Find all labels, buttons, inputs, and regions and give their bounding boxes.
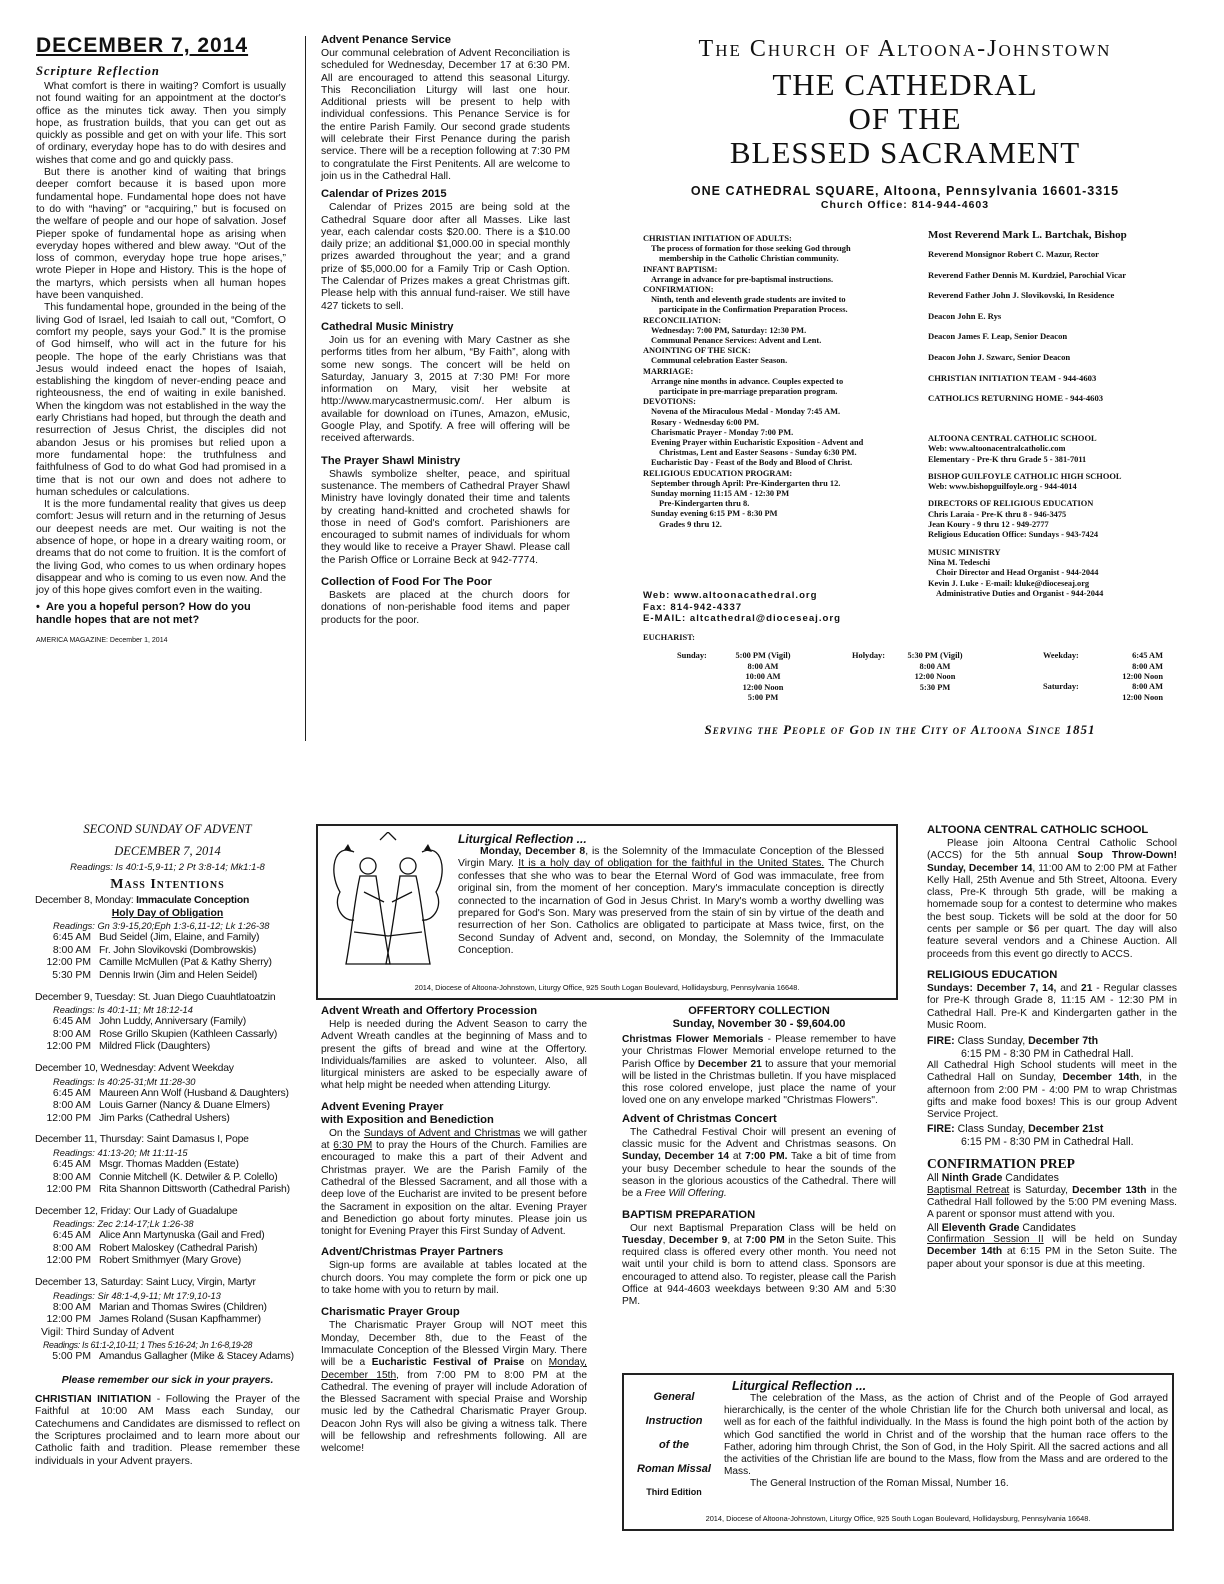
eucharist-label: EUCHARIST: — [643, 633, 695, 642]
intention-day — [35, 1277, 300, 1364]
intention-row — [35, 1184, 300, 1197]
service-line: Rosary - Wednesday 6:00 PM. — [651, 417, 760, 427]
sunday-readings: Readings: Is 40:1-5,9-11; 2 Pt 3:8-14; Mk1:1-8 — [70, 862, 265, 873]
girm-text: The celebration of the Mass, as the action of Christ and of the People of God arrayed hierarchically, is the center of the whole Christian life for the Church both universal and local, as well as for each of the faithful individually. In the Mass is found the high point both of the action by which God sanctified the world in Christ and of the worship that the human race offers to the Father, adoring him through Christ, the Son of God, in the Holy Spirit. All the sacred actions and all the activities of the Christian life are bound to the Mass, flow from the Mass and are ordered to the Mass. — [724, 1393, 1168, 1478]
religious-ed-text: Sundays: December 7, 14, and 21 - Regular classes for Pre-K through Grade 8, 11:15 AM - 12:30 PM in Cathedral Hall. Pre-K and Kindergarten gather in the Music Room. — [927, 982, 1177, 1031]
holy-day-label: Holy Day of Obligation — [111, 907, 224, 919]
intention-name: Fr. John Slovikovski (Dombrowskis) — [99, 944, 257, 956]
mass-time: 12:00 Noon — [1122, 672, 1163, 682]
saturday-label: Saturday: — [1043, 682, 1079, 692]
staff-line: Reverend Monsignor Robert C. Mazur, Rector — [928, 249, 1099, 259]
penance-text: Our communal celebration of Advent Reconciliation is scheduled for Wednesday, December 17 at 6:30 PM. All are encouraged to attend this seasonal Liturgy. This Reconciliation Liturgy will last one hour. Additional priests will be present to help with individual confessions. This Penance Service is for the entire Parish Family. Our second grade students will celebrate their First Penance during the parish service. There will be a reception following at 7:30 PM to congratulate the First Penitents. All are welcome to join us in the Cathedral Hall. — [321, 48, 570, 182]
service-line: Arrange nine months in advance. Couples expected to — [651, 376, 844, 386]
intention-name: Rita Shannon Dittsworth (Cathedral Parish) — [99, 1184, 290, 1196]
side-line: Third Edition — [646, 1487, 702, 1497]
accs-title: ALTOONA CENTRAL CATHOLIC SCHOOL — [927, 824, 1149, 836]
offertory-title: OFFERTORY COLLECTION — [688, 1005, 830, 1017]
mass-time: 12:00 PM — [46, 1041, 91, 1053]
sunday-label: Sunday: — [677, 651, 707, 661]
charismatic-title: Charismatic Prayer Group — [321, 1306, 460, 1319]
parish-tagline: Serving the People of God in the City of Altoona Since 1851 — [704, 722, 1096, 737]
intention-days — [35, 895, 300, 1364]
service-line: Novena of the Miraculous Medal - Monday 7:45 AM. — [651, 407, 841, 417]
intention-day — [35, 895, 300, 983]
intention-row — [35, 1172, 300, 1185]
service-line: RECONCILIATION: — [643, 315, 722, 325]
intention-name: Mildred Flick (Daughters) — [99, 1041, 211, 1053]
liturgical-text: Monday, December 8, is the Solemnity of the Immaculate Conception of the Blessed Virgin Mary. It is a holy day of obligation for the faithful in the United States. The Church confesses that she who was to bear the Eternal Word of God was immaculate, free from original sin, from the moment of her conception. Mary's immaculate conception is directly connected to the incarnation of God in Jesus Christ. In Mary's womb a worthy dwelling was prepared for God's Son. Mary was preserved from the stain of sin by virtue of the death and resurrection of her Son. Catholics are obligated to participate at Mass twice, first, on the Second Sunday of Advent and, second, on Monday, the Solemnity of the Immaculate Conception. — [458, 846, 884, 957]
day-heading: December 10, Wednesday: Advent Weekday — [35, 1062, 234, 1074]
mass-time: 5:30 PM — [919, 682, 951, 692]
wreath-title: Advent Wreath and Offertory Procession — [321, 1005, 538, 1017]
service-line: Christmas, Lent and Easter Seasons - Sunday 6:30 PM. — [659, 448, 857, 458]
staff-line: Most Reverend Mark L. Bartchak, Bishop — [928, 229, 1127, 241]
parish-title — [620, 68, 1190, 170]
fire-class-2: FIRE: Class Sunday, December 21st 6:15 PM - 8:30 PM in Cathedral Hall. — [927, 1123, 1134, 1148]
mass-time: 5:00 PM (Vigil) — [735, 651, 791, 661]
mass-time: 8:00 AM — [747, 661, 779, 671]
service-line: Communal Penance Services: Advent and Lent. — [651, 336, 822, 346]
shawl-title: The Prayer Shawl Ministry — [321, 454, 461, 467]
girm-title: Liturgical Reflection ... — [732, 1379, 867, 1393]
liturgical-reflection-box — [316, 824, 898, 1000]
contact-line: Choir Director and Head Organist - 944-2044 — [936, 568, 1099, 578]
mass-time: 8:00 AM — [1132, 661, 1163, 671]
partners-text: Sign-up forms are available at tables located at the church doors. You may complete the form or pick one up to take home with you to return by mail. — [321, 1260, 587, 1297]
day-heading: December 13, Saturday: Saint Lucy, Virgin, Martyr — [35, 1277, 256, 1289]
school-news-column — [927, 824, 1177, 1271]
side-line: of the — [659, 1439, 689, 1451]
mass-time: 6:45 AM — [52, 932, 91, 944]
baptism-title: BAPTISM PREPARATION — [622, 1208, 756, 1221]
intention-row — [35, 1255, 300, 1268]
mass-time: 6:45 AM — [52, 1230, 91, 1242]
mass-time: 5:00 PM — [52, 1351, 91, 1363]
calendar-text: Calendar of Prizes 2015 are being sold at the Cathedral Square door after all Masses. Like last year, each calendar costs $20.00. There is a $10.00 daily prize; an additional $1,000.00 in special monthly prizes awarded throughout the year; and a grand prize of $5,000.00 for a Family Trip or Cash Option. The Calendar of Prizes makes a great Christmas gift. Please help with this annual fund-raiser. We still have 427 tickets to sell. — [321, 202, 570, 312]
high-school-text: All Cathedral High School students will meet in the Cathedral Hall on Sunday, December 14th, in the afternoon from 2:00 PM - 4:00 PM to wrap Christmas gifts and make food boxes! This is our group Advent Service Project. — [927, 1059, 1177, 1121]
service-line: The process of formation for those seeking God through — [651, 244, 851, 254]
spacer — [928, 465, 1193, 472]
staff-line: Reverend Father Dennis M. Kurdziel, Parochial Vicar — [928, 269, 1127, 280]
sunday-title: SECOND SUNDAY OF ADVENT — [83, 822, 252, 836]
eucharist-schedule — [643, 633, 1163, 713]
announcements-column-bottom-left — [321, 1005, 587, 1456]
mass-time: 12:00 PM — [46, 1112, 91, 1124]
penance-title: Advent Penance Service — [321, 34, 451, 46]
intention-name: Amandus Gallagher (Mike & Stacey Adams) — [99, 1351, 294, 1363]
column-divider — [305, 36, 306, 741]
day-readings: Readings: Is 40:1-11; Mt 18:12-14 — [53, 1005, 193, 1016]
music-title: Cathedral Music Ministry — [321, 320, 454, 333]
day-heading: December 12, Friday: Our Lady of Guadalupe — [35, 1205, 238, 1217]
partners-title: Advent/Christmas Prayer Partners — [321, 1246, 504, 1259]
service-line: Evening Prayer within Eucharistic Exposition - Advent and — [651, 438, 864, 448]
service-line: Wednesday: 7:00 PM, Saturday: 12:30 PM. — [651, 325, 807, 335]
ninth-grade-line: All Ninth Grade Candidates — [927, 1172, 1059, 1185]
intention-row — [35, 1029, 300, 1042]
staff-line: Reverend Father John J. Slovikovski, In Residence — [928, 290, 1115, 301]
contact-line: Nina M. Tedeschi — [928, 557, 991, 567]
side-line: General — [653, 1391, 695, 1403]
intention-row — [35, 1351, 300, 1364]
girm-footer: 2014, Diocese of Altoona-Johnstown, Liturgy Office, 925 South Logan Boulevard, Hollidaysburg, Pennsylvania 16648. — [705, 1514, 1091, 1523]
scripture-source: AMERICA MAGAZINE: December 1, 2014 — [36, 637, 168, 645]
service-line: Arrange in advance for pre-baptismal instructions. — [651, 274, 834, 284]
shawl-text: Shawls symbolize shelter, peace, and spiritual sustenance. The members of Cathedral Prayer Shawl Ministry have lovingly donated their time and talents by creating hand-knitted and crocheted shawls for those in need of God's comfort. Parishioners are encouraged to submit names of individuals for whom they would like to receive a Prayer Shawl. Please call the Parish Office or Lorraine Beck at 942-7774. — [321, 468, 570, 566]
intention-row — [35, 945, 300, 958]
accs-text: Please join Altoona Central Catholic School (ACCS) for the 5th annual Soup Throw-Down! Sunday, December 14, 11:00 AM to 2:00 PM at Father Kelly Hall, 25th Avenue and 5th Street, Altoona. Every class, Pre-K through 5th grade, will be making a homemade soup for a contest to determine who makes the best soup. Tickets will be sold at the door for 50 cents per sample or $6 per quart. The day will also feature several vendors and a Chinese Auction. All proceeds from this event go directly to ACCS. — [927, 838, 1177, 960]
diocese-name: The Church of Altoona-Johnstown — [698, 36, 1112, 62]
mass-time: 8:00 AM — [1132, 682, 1163, 692]
day-readings: Readings: Sir 48:1-4,9-11; Mt 17:9,10-13 — [53, 1290, 221, 1301]
title-line: THE CATHEDRAL — [772, 67, 1038, 102]
intention-name: Jim Parks (Cathedral Ushers) — [99, 1112, 230, 1124]
parish-address: ONE CATHEDRAL SQUARE, Altoona, Pennsylvania 16601-3315 — [690, 184, 1120, 198]
scripture-heading: Scripture Reflection — [36, 64, 160, 78]
church-office-phone: Church Office: 814-944-4603 — [820, 199, 990, 211]
saturday-times — [1083, 682, 1163, 703]
service-line: Sunday evening 6:15 PM - 8:30 PM — [651, 509, 778, 519]
intention-row — [35, 1041, 300, 1054]
contact-line: Religious Education Office: Sundays - 943-7424 — [928, 530, 1099, 540]
intention-name: John Luddy, Anniversary (Family) — [99, 1016, 247, 1028]
evening-prayer-title: Advent Evening Prayer with Exposition and Benediction — [321, 1100, 494, 1126]
liturgical-title: Liturgical Reflection ... — [458, 832, 587, 846]
clergy-staff-list — [928, 229, 1193, 414]
contact-line: Kevin J. Luke - E-mail: kluke@dioceseaj.org — [928, 578, 1090, 588]
intention-name: Robert Maloskey (Cathedral Parish) — [99, 1242, 258, 1254]
evening-prayer-text: On the Sundays of Advent and Christmas we will gather at 6:30 PM to pray the Hours of the Church. Families are encouraged to make this a part of their Advent and Christmas prayer. We are the Parish Family of the Cathedral of the Blessed Sacrament, and all those with a deep love of the Eucharist are invited to be present before the Sacrament in exposition on the altar. Evening Prayer and Benediction go about forty minutes. Please join us tonight for Evening Prayer this First Sunday of Advent. — [321, 1127, 587, 1238]
charismatic-text: The Charismatic Prayer Group will NOT meet this Monday, December 8th, due to the Feast of the Immaculate Conception of the Blessed Virgin Mary. There will be a Eucharistic Festival of Praise on Monday, December 15th, from 7:00 PM to 8:00 PM at the Cathedral. The evening of prayer will include Adoration of the Blessed Sacrament with special Praise and Worship music led by the Cathedral Charismatic Prayer Group. Deacon John Rys will also be giving a witness talk. There will be fellowship and refreshments following. All are welcome! — [321, 1320, 587, 1455]
intention-name: Marian and Thomas Swires (Children) — [99, 1301, 267, 1313]
service-line: September through April: Pre-Kindergarten thru 12. — [651, 478, 841, 488]
reflection-question: • Are you a hopeful person? How do you handle hopes that are not met? — [36, 601, 251, 627]
mass-intentions-column — [35, 822, 300, 1468]
scripture-paragraph: What comfort is there in waiting? Comfort is usually not found waiting for an appointment at the doctor's office as the minutes tick away. Then you simply hope, as frustration builds, that you can get out as quickly as possible and get on with your life. This sort of ordinary, everyday hope has to do with desires and wishes that come and go and quickly pass. — [36, 81, 286, 166]
intention-name: Dennis Irwin (Jim and Helen Seidel) — [99, 969, 258, 981]
intention-row — [35, 1314, 300, 1327]
girm-side-label — [630, 1385, 718, 1503]
web-line: Web: www.altoonacathedral.org — [643, 590, 818, 601]
intention-day — [35, 1134, 300, 1196]
mass-time: 8:00 AM — [52, 1242, 91, 1254]
contact-line: DIRECTORS OF RELIGIOUS EDUCATION — [928, 499, 1094, 509]
mass-time: 12:00 PM — [46, 1314, 91, 1326]
announcements-column-top — [321, 34, 570, 627]
mass-time: 12:00 PM — [46, 1255, 91, 1267]
day-heading: December 8, Monday: Immaculate Conception — [35, 895, 250, 906]
intention-name: Maureen Ann Wolf (Husband & Daughters) — [99, 1087, 289, 1099]
service-line: INFANT BAPTISM: — [643, 264, 718, 274]
service-line: Pre-Kindergarten thru 8. — [659, 499, 750, 509]
day-heading: December 9, Tuesday: St. Juan Diego Cuauhtlatoatzin — [35, 991, 276, 1003]
christian-initiation-note: CHRISTIAN INITIATION - Following the Prayer of the Faithful at 10:00 AM Mass each Sunday, our Catechumens and Candidates are dismissed to reflect on the Scriptures proclaimed and to learn more about our Catholic faith and tradition. Please remember these individuals in your Advent prayers. — [35, 1394, 300, 1467]
mass-time: 6:45 AM — [52, 1016, 91, 1028]
bulletin-date: DECEMBER 7, 2014 — [36, 34, 249, 57]
intention-name: Camille McMullen (Pat & Kathy Sherry) — [99, 957, 272, 969]
religious-ed-title: RELIGIOUS EDUCATION — [927, 968, 1058, 981]
intention-row — [35, 1159, 300, 1172]
intention-name: Rose Grillo Skupien (Kathleen Cassarly) — [99, 1028, 278, 1040]
holyday-label: Holyday: — [852, 651, 886, 661]
day-readings: Readings: Zec 2:14-17;Lk 1:26-38 — [53, 1219, 194, 1230]
contact-line: Jean Koury - 9 thru 12 - 949-2777 — [928, 520, 1049, 530]
vigil-label: Vigil: Third Sunday of Advent — [41, 1326, 175, 1338]
fax-line: Fax: 814-942-4337 — [643, 601, 743, 613]
intention-row — [35, 932, 300, 945]
staff-line: CHRISTIAN INITIATION TEAM - 944-4603 — [928, 372, 1097, 383]
staff-line: Deacon John E. Rys — [928, 310, 1002, 321]
intention-name: Bud Seidel (Jim, Elaine, and Family) — [99, 932, 260, 944]
mass-time: 5:30 PM — [52, 969, 91, 981]
contact-line: BISHOP GUILFOYLE CATHOLIC HIGH SCHOOL — [928, 471, 1122, 481]
sunday-times — [713, 651, 813, 703]
spacer — [928, 541, 1193, 548]
spacer — [928, 492, 1193, 499]
sick-reminder: Please remember our sick in your prayers. — [61, 1374, 274, 1387]
weekday-label: Weekday: — [1043, 651, 1079, 661]
mass-time: 10:00 AM — [745, 672, 781, 682]
side-line: Roman Missal — [637, 1463, 711, 1475]
contact-line: Administrative Duties and Organist - 944-2044 — [936, 588, 1104, 598]
intention-name: Louis Garner (Nancy & Duane Elmers) — [99, 1100, 270, 1112]
service-line: Communal celebration Easter Season. — [651, 356, 788, 366]
mass-time: 5:00 PM — [747, 693, 779, 703]
contact-line: MUSIC MINISTRY — [928, 547, 1001, 557]
intention-day — [35, 1206, 300, 1268]
fire-class-1: FIRE: Class Sunday, December 7th 6:15 PM - 8:30 PM in Cathedral Hall. — [927, 1035, 1134, 1060]
service-line: Eucharistic Day - Feast of the Body and Blood of Christ. — [651, 458, 853, 468]
day-readings: Readings: Gn 3:9-15,20;Eph 1:3-6,11-12; Lk 1:26-38 — [53, 921, 270, 932]
schools-ministries-list — [928, 434, 1193, 599]
food-title: Collection of Food For The Poor — [321, 575, 492, 588]
contact-line: Elementary - Pre-K thru Grade 5 - 381-7011 — [928, 454, 1087, 464]
offertory-amount: Sunday, November 30 - $9,604.00 — [672, 1018, 846, 1030]
confirmation-title: CONFIRMATION PREP — [927, 1156, 1075, 1172]
mass-time: 8:00 AM — [52, 944, 91, 956]
eleventh-grade-text: Confirmation Session II will be held on Sunday December 14th at 6:15 PM in the Seton Suite. The paper about your sponsor is due at this meeting. — [927, 1233, 1177, 1270]
staff-line: Deacon James F. Leap, Senior Deacon — [928, 331, 1068, 342]
eleventh-grade-line: All Eleventh Grade Candidates — [927, 1221, 1076, 1234]
angel-illustration — [324, 832, 452, 970]
title-line: BLESSED SACRAMENT — [729, 135, 1081, 170]
intention-day — [35, 992, 300, 1054]
vigil-readings: Readings: Is 61:1-2,10-11; 1 Thes 5:16-24; Jn 1:6-8,19-28 — [43, 1340, 253, 1351]
intention-day — [35, 1063, 300, 1125]
bullet: • — [36, 601, 46, 614]
liturgical-footer: 2014, Diocese of Altoona-Johnstown, Liturgy Office, 925 South Logan Boulevard, Hollidaysburg, Pennsylvania 16648. — [414, 983, 800, 992]
mass-time: 8:00 AM — [52, 1028, 91, 1040]
liturgical-content — [458, 832, 884, 958]
contact-line: Chris Laraia - Pre-K thru 8 - 946-3475 — [928, 509, 1067, 519]
service-line: Sunday morning 11:15 AM - 12:30 PM — [651, 489, 790, 499]
intention-name: Robert Smithmyer (Mary Grove) — [99, 1255, 242, 1267]
day-readings: Readings: Is 40:25-31;Mt 11:28-30 — [53, 1076, 196, 1087]
scripture-column — [36, 34, 286, 644]
intention-row — [35, 1088, 300, 1101]
scripture-paragraph: It is the more fundamental reality that gives us deep comfort: Jesus will return and in the returning of Jesus our deepest needs are met. Our waiting is not the absence of hope, or hope in a dreary waiting room, or dreams that do not come to fruition. It is the comfort of the living God, who comes to us when ordinary hopes disappear and who is coming to us even now. And the joy of this hope gives comfort even in the waiting. — [36, 499, 286, 597]
mass-time: 12:00 Noon — [1122, 692, 1163, 702]
holyday-times — [885, 651, 985, 693]
service-line: CONFIRMATION: — [643, 285, 714, 295]
mass-time: 12:00 PM — [46, 1184, 91, 1196]
mass-time: 8:00 AM — [52, 1100, 91, 1112]
title-line: OF THE — [848, 101, 962, 136]
intention-row — [35, 1243, 300, 1256]
day-readings: Readings: 41:13-20; Mt 11:11-15 — [53, 1147, 188, 1158]
service-line: CHRISTIAN INITIATION OF ADULTS: — [643, 234, 792, 243]
side-line: Instruction — [645, 1415, 703, 1427]
day-heading: December 11, Thursday: Saint Damasus I, Pope — [35, 1134, 249, 1146]
service-line: membership in the Catholic Christian community. — [659, 254, 839, 264]
intention-name: Alice Ann Martynuska (Gail and Fred) — [99, 1230, 265, 1242]
staff-line: Deacon John J. Szwarc, Senior Deacon — [928, 351, 1071, 362]
concert-title: Advent of Christmas Concert — [622, 1112, 777, 1125]
mass-time: 6:45 AM — [52, 1158, 91, 1170]
intention-row — [35, 1016, 300, 1029]
service-line: Grades 9 thru 12. — [659, 519, 722, 529]
scripture-body — [36, 81, 286, 597]
service-line: Charismatic Prayer - Monday 7:00 PM. — [651, 427, 794, 437]
mass-time: 6:45 AM — [52, 1087, 91, 1099]
mass-time: 5:30 PM (Vigil) — [907, 651, 963, 661]
intention-row — [35, 1302, 300, 1315]
weekday-times — [1083, 651, 1163, 682]
girm-content — [724, 1379, 1168, 1491]
mass-time: 12:00 Noon — [742, 682, 784, 692]
girm-citation: The General Instruction of the Roman Missal, Number 16. — [750, 1478, 1009, 1490]
service-line: MARRIAGE: — [643, 366, 694, 376]
contact-line: Web: www.bishopguilfoyle.org - 944-4014 — [928, 482, 1077, 492]
announcements-column-bottom-right — [622, 1005, 896, 1309]
mass-time: 8:00 AM — [52, 1301, 91, 1313]
wreath-text: Help is needed during the Advent Season to carry the Advent Wreath candles at the beginning of Mass and to present the gifts of bread and wine at the Offertory. Individuals/families are asked to volunteer. Also, all liturgical ministers are asked to be especially aware of what help might be needed when attending Liturgy. — [321, 1019, 587, 1092]
scripture-paragraph: This fundamental hope, grounded in the being of the living God of Israel, led Isaiah to call out, “Comfort, O comfort my people, says your God.” It is the promise of God himself, who will act in the future for his people. The hope of the early Christians was that Jesus would indeed enact the hopes of Isaiah, establishing the kingdom of never-ending peace and righteousness, the end of waiting in exile banished. When the kingdom was not established in the way the early Christians had hoped, but through the death and resurrection of Jesus Christ, the disciples did not abandon Jesus or his promises but relied upon a more fundamental hope: the truthfulness and faithfulness of God to do what God had promised in a time that is not our own and does not adhere to human schedules or calculations. — [36, 302, 286, 498]
service-line: participate in the Confirmation Preparation Process. — [659, 305, 848, 315]
mass-time: 8:00 AM — [52, 1171, 91, 1183]
mass-time: 12:00 Noon — [914, 672, 956, 682]
service-line: participate in pre-marriage preparation program. — [659, 387, 838, 397]
girm-reflection-box — [622, 1373, 1174, 1531]
service-line: DEVOTIONS: — [643, 397, 696, 407]
calendar-title: Calendar of Prizes 2015 — [321, 188, 447, 201]
music-text: Join us for an evening with Mary Castner as she performs titles from her album, “By Faith”, along with some new songs. The concert will be held on Saturday, January 3, 2015 at 7:30 PM! For more information on Mary, visit her website at http://www.marycastnermusic.com/. Her album is available for download on iTunes, Amazon, eMusic, Google Play, and Spotify. A free will offering will be received afterwards. — [321, 334, 570, 445]
staff-line: CATHOLICS RETURNING HOME - 944-4603 — [928, 393, 1104, 404]
email-line: E-MAIL: altcathedral@dioceseaj.org — [643, 613, 841, 624]
intentions-heading: Mass Intentions — [110, 877, 225, 892]
masthead — [620, 36, 1190, 211]
intention-name: Connie Mitchell (K. Detwiler & P. Colello) — [99, 1171, 278, 1183]
concert-text: The Cathedral Festival Choir will present an evening of classic music for the Advent and Christmas seasons. On Sunday, December 14 at 7:00 PM. Take a bit of time from your busy December schedule to hear the sounds of the season in the glorious acoustics of the Cathedral. There will be a Free Will Offering. — [622, 1126, 896, 1200]
intention-row — [35, 957, 300, 970]
intention-row — [35, 1113, 300, 1126]
parish-services-list — [643, 234, 913, 530]
food-text: Baskets are placed at the church doors for donations of non-perishable food items and paper products for the poor. — [321, 589, 570, 626]
intention-row — [35, 1100, 300, 1113]
intention-name: Msgr. Thomas Madden (Estate) — [99, 1158, 239, 1170]
flower-memorials: Christmas Flower Memorials - Please remember to have your Christmas Flower Memorial envelope returned to the Parish Office by December 21 to assure that your memorial will be listed in the Christmas bulletin. If you have misplaced this rose colored envelope, just place the name of your loved one on any envelope marked "Christmas Flowers". — [622, 1034, 896, 1107]
service-line: RELIGIOUS EDUCATION PROGRAM: — [643, 468, 793, 478]
mass-time: 12:00 PM — [46, 957, 91, 969]
intention-row — [35, 970, 300, 983]
service-line: Ninth, tenth and eleventh grade students are invited to — [651, 295, 846, 305]
scripture-paragraph: But there is another kind of waiting that brings deeper comfort because it is based upon more fundamental hope. Fundamental hope does not have to do with “having” or “acquiring,” but is focused on the welfare of people and our hope of salvation. Josef Pieper spoke of fundamental hope as arising when everyday hopes withered and blew away. “Out of the loss of common, everyday hope true hope arises,” wrote Pieper in Hope and History. This is the hope of the martyrs, which persists when all human hopes have been vanquished. — [36, 167, 286, 302]
contact-info — [643, 590, 913, 625]
baptism-text: Our next Baptismal Preparation Class will be held on Tuesday, December 9, at 7:00 PM in the Seton Suite. This required class is offered every other month. You need not wait until your child is born to attend class. Sponsors are encouraged to attend also. To register, please call the Parish Office at 944-4603 weekdays between 9:30 AM and 5:30 PM. — [622, 1222, 896, 1308]
ninth-grade-text: Baptismal Retreat is Saturday, December 13th in the Cathedral Hall followed by the 5:00 PM evening Mass. A parent or sponsor must attend with you. — [927, 1184, 1177, 1221]
intention-name: James Roland (Susan Kapfhammer) — [99, 1314, 261, 1326]
contact-line: Web: www.altoonacentralcatholic.com — [928, 444, 1066, 454]
mass-time: 6:45 AM — [1132, 651, 1163, 661]
contact-line: ALTOONA CENTRAL CATHOLIC SCHOOL — [928, 434, 1097, 443]
sunday-date: DECEMBER 7, 2014 — [114, 844, 221, 858]
mass-time: 8:00 AM — [919, 661, 951, 671]
intention-row — [35, 1230, 300, 1243]
service-line: ANOINTING OF THE SICK: — [643, 346, 751, 356]
